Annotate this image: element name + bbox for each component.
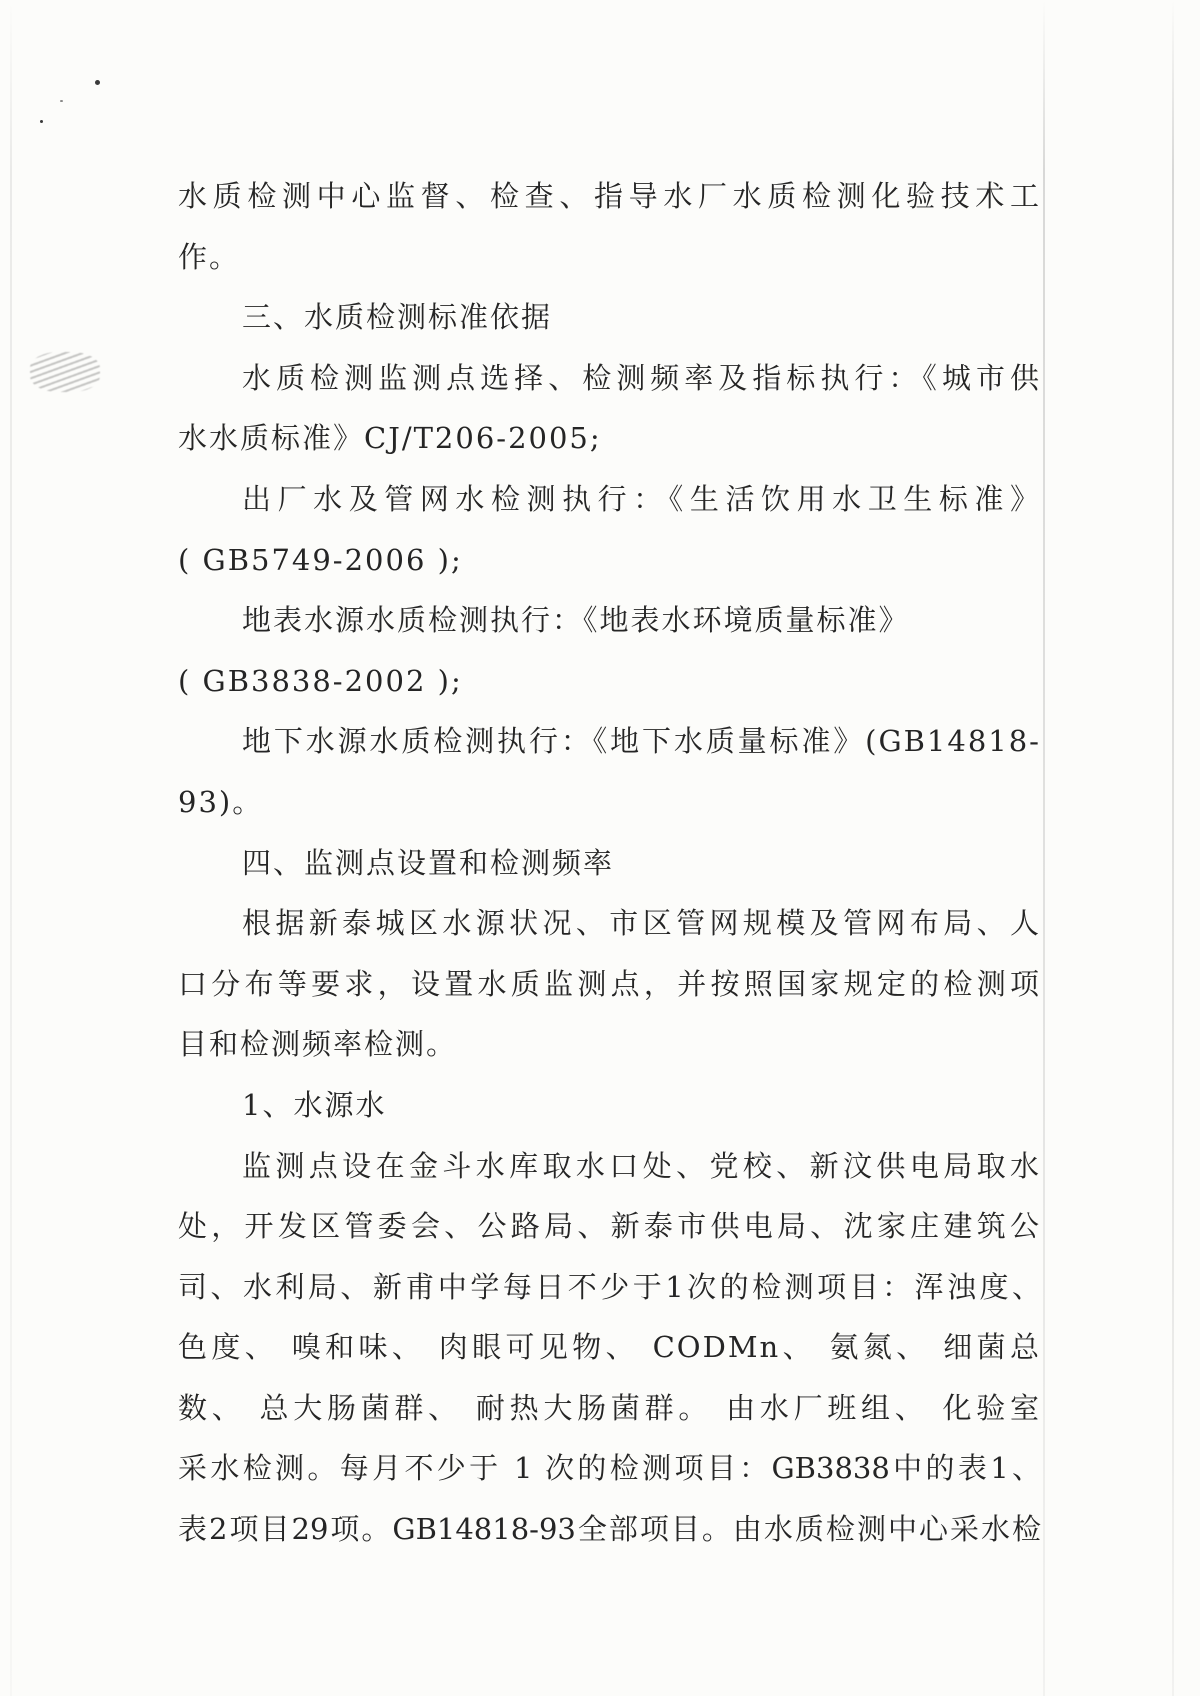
scan-edge-line — [1172, 0, 1174, 1696]
section-heading: 四、监测点设置和检测频率 — [242, 845, 615, 880]
text-line: 根据新泰城区水源状况、市区管网规模及管网布局、人 — [242, 906, 1041, 941]
text-line: 水水质标准》CJ/T206-2005; — [178, 421, 602, 456]
text-line: 口分布等要求，设置水质监测点，并按照国家规定的检测项 — [178, 966, 1041, 1001]
text-line: 监测点设在金斗水库取水口处、党校、新汶供电局取水 — [242, 1148, 1041, 1183]
text-line: ( GB5749-2006 ); — [178, 542, 463, 577]
text-line: 表2项目29项。GB14818-93全部项目。由水质检测中心采水检 — [178, 1512, 1041, 1547]
document-body — [178, 166, 1041, 1560]
text-line: 地表水源水质检测执行：《地表水环境质量标准》 — [242, 603, 910, 638]
text-line: 93)。 — [178, 784, 264, 819]
text-line: 作。 — [178, 239, 241, 274]
subsection-heading: 1、水源水 — [242, 1087, 387, 1122]
scan-smudge — [30, 352, 100, 392]
section-heading: 三、水质检测标准依据 — [242, 300, 553, 335]
text-line: 地下水源水质检测执行：《地下水质量标准》(GB14818- — [242, 724, 1041, 759]
scan-speck — [95, 80, 100, 85]
text-line: 司、水利局、新甫中学每日不少于1次的检测项目：浑浊度、 — [178, 1269, 1041, 1304]
text-line: 处，开发区管委会、公路局、新泰市供电局、沈家庄建筑公 — [178, 1209, 1041, 1244]
text-line: ( GB3838-2002 ); — [178, 663, 463, 698]
scan-edge-line — [10, 0, 12, 1696]
scan-speck — [40, 120, 43, 123]
text-line: 数、 总大肠菌群、 耐热大肠菌群。 由水厂班组、 化验室 — [178, 1390, 1041, 1425]
scan-edge-line — [1043, 0, 1045, 1696]
scan-speck — [60, 100, 63, 102]
text-line: 采水检测。每月不少于 1 次的检测项目：GB3838中的表1、 — [178, 1451, 1041, 1486]
text-line: 出厂水及管网水检测执行：《生活饮用水卫生标准》 — [242, 481, 1041, 516]
text-line: 目和检测频率检测。 — [178, 1027, 458, 1062]
text-line: 水质检测监测点选择、检测频率及指标执行：《城市供 — [242, 360, 1041, 395]
text-line: 色度、 嗅和味、 肉眼可见物、 CODMn、 氨氮、 细菌总 — [178, 1330, 1041, 1365]
text-line: 水质检测中心监督、检查、指导水厂水质检测化验技术工 — [178, 179, 1041, 213]
